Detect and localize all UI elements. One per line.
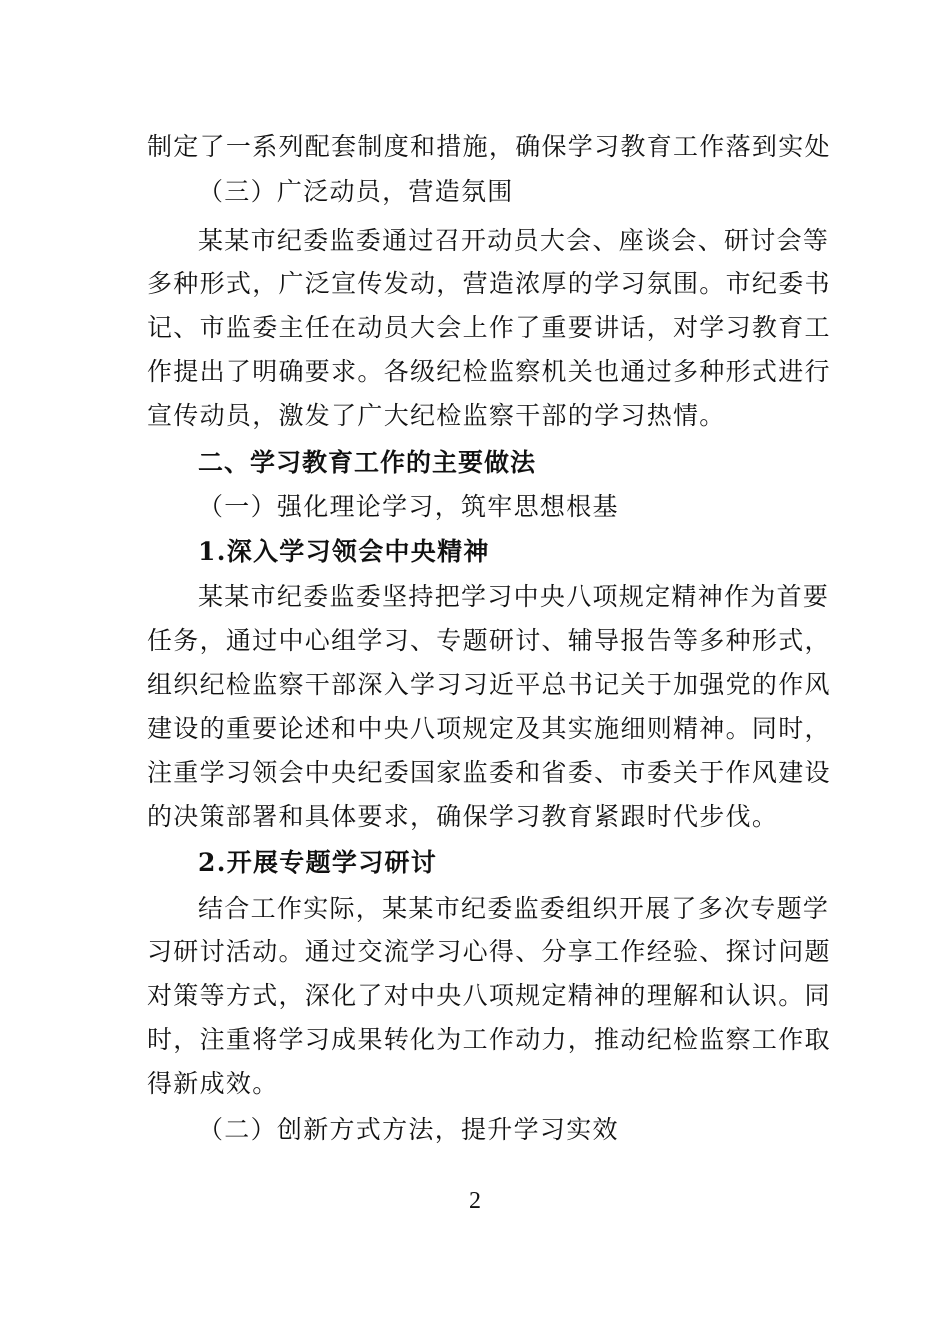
subsection-heading-2: 2.开展专题学习研讨 [198, 848, 438, 877]
section-heading-3: （三）广泛动员，营造氛围 [198, 177, 514, 206]
paragraph-line: 作提出了明确要求。各级纪检监察机关也通过多种形式进行 [147, 357, 831, 386]
paragraph-line: 建设的重要论述和中央八项规定及其实施细则精神。同时， [147, 714, 831, 743]
paragraph-line: 制定了一系列配套制度和措施，确保学习教育工作落到实处 [147, 132, 831, 161]
paragraph-line: 多种形式，广泛宣传发动，营造浓厚的学习氛围。市纪委书 [147, 269, 831, 298]
paragraph-line: 注重学习领会中央纪委国家监委和省委、市委关于作风建设 [147, 758, 831, 787]
paragraph-line: 某某市纪委监委通过召开动员大会、座谈会、研讨会等 [198, 226, 830, 255]
chapter-heading-2: 二、学习教育工作的主要做法 [198, 448, 537, 477]
page-number: 2 [469, 1188, 481, 1214]
paragraph-line: 结合工作实际，某某市纪委监委组织开展了多次专题学 [198, 894, 830, 923]
paragraph-line: 宣传动员，激发了广大纪检监察干部的学习热情。 [147, 401, 726, 430]
paragraph-line: 习研讨活动。通过交流学习心得、分享工作经验、探讨问题 [147, 937, 831, 966]
paragraph-line: 组织纪检监察干部深入学习习近平总书记关于加强党的作风 [147, 670, 831, 699]
paragraph-line: 对策等方式，深化了对中央八项规定精神的理解和认识。同 [147, 981, 831, 1010]
paragraph-line: 记、市监委主任在动员大会上作了重要讲话，对学习教育工 [147, 313, 831, 342]
paragraph-line: 某某市纪委监委坚持把学习中央八项规定精神作为首要 [198, 582, 830, 611]
section-heading-1: （一）强化理论学习，筑牢思想根基 [198, 492, 619, 521]
subsection-heading-1: 1.深入学习领会中央精神 [198, 537, 490, 566]
paragraph-line: 时，注重将学习成果转化为工作动力，推动纪检监察工作取 [147, 1025, 831, 1054]
paragraph-line: 任务，通过中心组学习、专题研讨、辅导报告等多种形式， [147, 626, 831, 655]
paragraph-line: 得新成效。 [147, 1069, 279, 1098]
section-heading-2: （二）创新方式方法，提升学习实效 [198, 1115, 619, 1144]
paragraph-line: 的决策部署和具体要求，确保学习教育紧跟时代步伐。 [147, 802, 779, 831]
